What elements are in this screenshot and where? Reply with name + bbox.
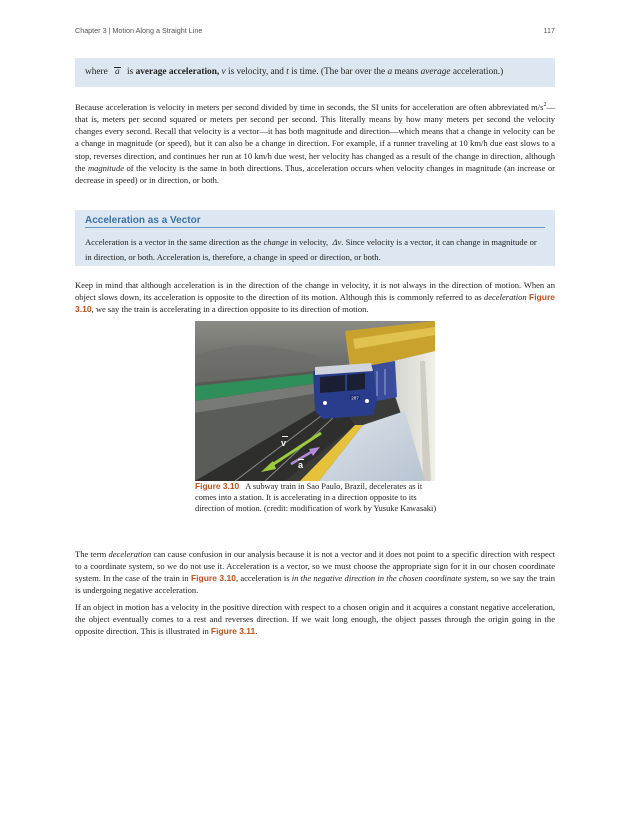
emphasis: in the negative direction in the chosen coordinate system (291, 573, 487, 584)
note-title: Acceleration as a Vector (85, 215, 201, 226)
note-text (85, 235, 545, 265)
figure-caption-text: A subway train in Sao Paulo, Brazil, decelerates as it comes into a station. It is accelerating in a direction opposite to its direction of motion. (credit: modification of work by Yusuke Kawasaki) (195, 482, 437, 513)
paragraph-text: —that is, meters per second squared or meters per second per second. This literally means by how many meters per second the velocity changes every second. Recall that velocity is a vector—it has both magnitude and direction—which means that a change in velocity can be a change in magnitude (or speed), but it can also be a change in direction. For example, if a runner traveling at 10 km/h due east slows to a stop, reverses direction, and continues her run at 10 km/h due west, her velocity has changed as a result of the change in direction, although the (75, 102, 555, 173)
paragraph-reverses-direction (75, 601, 555, 637)
paragraph-text: can cause confusion in our analysis because it is not a vector and it does not point to a specific direction with respect to a coordinate system, so we do not use it. Acceleration is a vector, so we must choose the appropriate sign for it in our chosen coordinate system. In the case of the train in (75, 549, 555, 584)
emphasis: deceleration (483, 292, 527, 303)
acceleration-label: a (298, 460, 304, 470)
paragraph-text: If an object in motion has a velocity in the positive direction with respect to a chosen origin and it acquires a constant negative acceleration, the object eventually comes to a rest and reverses direction. If we wait long enough, the object passes through the origin going in the opposite direction. This is illustrated in (75, 602, 555, 637)
note-text-part: . Since velocity is a vector, it can change in magnitude or in direction, or both. Acceleration is, therefore, a change in speed or direction, or both. (85, 237, 537, 262)
delta-v-math: Δv (332, 237, 342, 247)
figure-caption-label: Figure 3.10 (195, 481, 240, 491)
average-acceleration-term: average acceleration, (135, 67, 220, 77)
paragraph-deceleration (75, 279, 555, 315)
where-prefix: where (85, 67, 108, 77)
paragraph-text: The term (75, 549, 107, 559)
figure-3-10-link[interactable]: Figure 3.10 (75, 292, 555, 315)
superscript: 2 (543, 102, 547, 109)
definition-text: means (394, 67, 419, 77)
definition-text: is (127, 67, 134, 77)
page-number: 117 (543, 26, 555, 35)
paragraph-text: , we say the train is accelerating in a direction opposite to its direction of motion. (91, 304, 369, 315)
note-box (75, 210, 555, 266)
paragraph-text: , so we say the train is undergoing negative acceleration. (75, 573, 556, 596)
acceleration-symbol: a (387, 67, 393, 77)
definition-text: is velocity, and (228, 67, 284, 77)
running-head (75, 26, 555, 35)
paragraph-coordinate-system (75, 548, 555, 597)
paragraph-text: Keep in mind that although acceleration is in the direction of the change in velocity, it is not always in the direction of motion. When an object slows down, its acceleration is opposite to the direction of its motion. Although this is commonly referred to as (75, 280, 555, 303)
figure-3-11-link[interactable]: Figure 3.11 (210, 626, 256, 637)
figure-3-10-link[interactable]: Figure 3.10 (190, 573, 236, 584)
average-word: average (420, 67, 451, 77)
paragraph-text: , acceleration is (235, 573, 290, 584)
train-number: 287 (351, 395, 359, 401)
figure-caption (195, 481, 441, 514)
paragraph-si-units (75, 101, 555, 186)
definition-text: is time. (The bar over the (291, 67, 386, 77)
paragraph-text: Because acceleration is velocity in meters per second divided by time in seconds, the SI units for acceleration are often abbreviated m/s (75, 102, 544, 112)
subway-train-photo (195, 321, 435, 481)
note-divider (85, 227, 545, 228)
paragraph-text: of the velocity is the same in both directions. Thus, acceleration occurs when velocity changes in magnitude (an increase or decrease in speed) or in direction, or both. (75, 162, 556, 185)
emphasis: change (263, 237, 289, 247)
definition-text: acceleration.) (452, 67, 504, 77)
definition-box (75, 58, 555, 87)
note-text-part: Acceleration is a vector in the same direction as the (85, 237, 262, 247)
average-acceleration-symbol: a (115, 67, 120, 77)
time-symbol: t (286, 67, 289, 77)
note-text-part: in velocity, (290, 237, 329, 247)
paragraph-text: . (255, 626, 258, 637)
velocity-label: v (281, 438, 287, 448)
emphasis: magnitude (87, 162, 125, 173)
velocity-symbol: v (221, 67, 226, 77)
running-title: Chapter 3 | Motion Along a Straight Line (75, 26, 203, 35)
emphasis: deceleration (108, 549, 152, 559)
